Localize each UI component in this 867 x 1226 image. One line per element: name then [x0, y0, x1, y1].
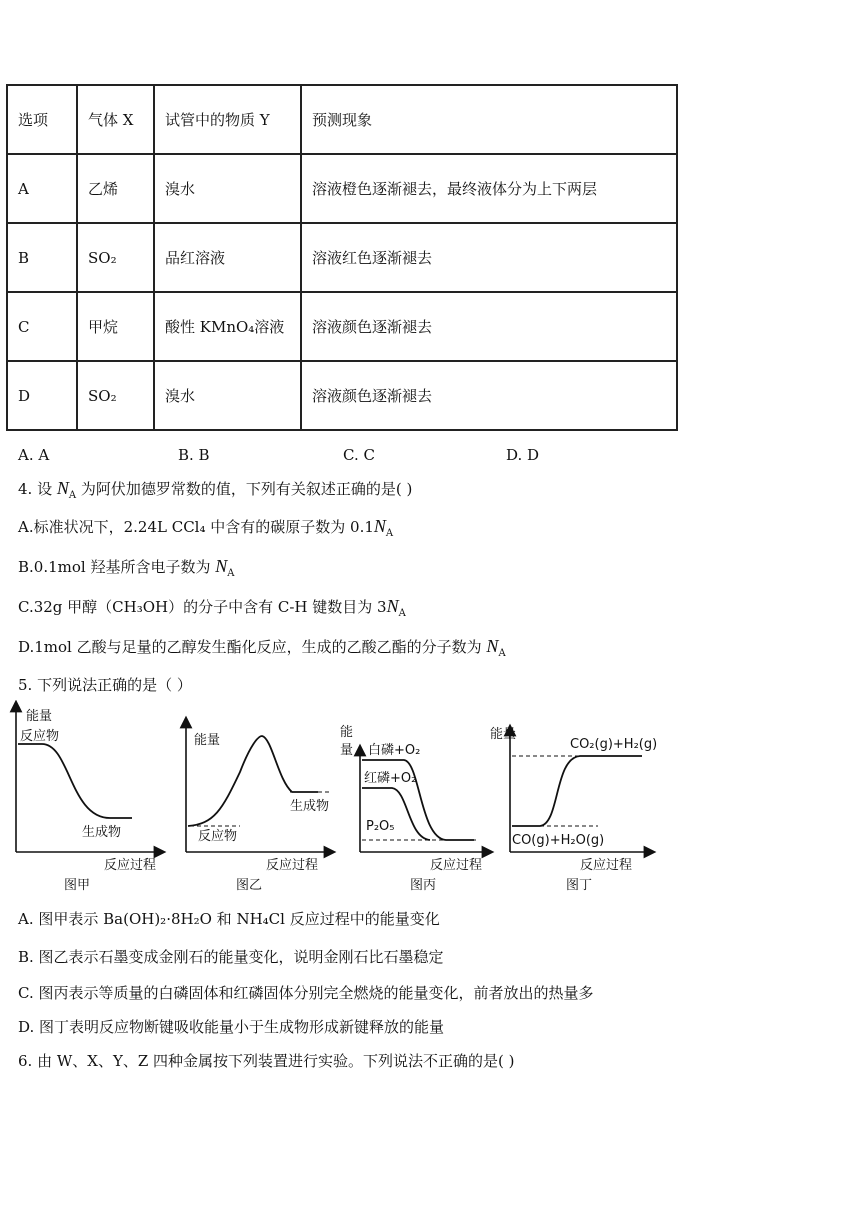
- energy-curve: [512, 756, 642, 826]
- figure-jia: [16, 706, 160, 893]
- q5-stem: 5. 下列说法正确的是（ ）: [18, 676, 192, 694]
- table-cell: 溶液橙色逐渐褪去，最终液体分为上下两层: [301, 154, 677, 223]
- q4-option-b: [18, 556, 235, 579]
- na-symbol: N: [215, 556, 228, 576]
- x-label: 反应过程: [580, 858, 633, 873]
- y-label: 能量: [490, 727, 517, 742]
- table-cell: 溴水: [154, 361, 301, 430]
- product-label: P₂O₅: [366, 819, 395, 834]
- product-label: 生成物: [82, 825, 122, 840]
- na-subscript: A: [385, 528, 394, 539]
- table-row: [7, 361, 677, 430]
- q4-option-a: [18, 516, 393, 539]
- table-header-cell: 预测现象: [301, 85, 677, 154]
- caption: 图乙: [236, 878, 263, 893]
- white-p-label: 白磷+O₂: [368, 743, 421, 758]
- table-cell: 酸性 KMnO₄溶液: [154, 292, 301, 361]
- x-label: 反应过程: [430, 858, 483, 873]
- y-label: 能量: [194, 733, 221, 748]
- x-label: 反应过程: [104, 858, 157, 873]
- table-row: [7, 154, 677, 223]
- x-label: 反应过程: [266, 858, 319, 873]
- q3-option-b: B. B: [178, 446, 210, 464]
- table-cell: 品红溶液: [154, 223, 301, 292]
- table-cell: D: [7, 361, 77, 430]
- product-label: 生成物: [290, 799, 330, 814]
- y-label-1: 能: [340, 725, 354, 740]
- table-cell: C: [7, 292, 77, 361]
- top-label: CO₂(g)+H₂(g): [570, 737, 658, 752]
- caption: 图甲: [64, 878, 91, 893]
- q5-option-c: C. 图丙表示等质量的白磷固体和红磷固体分别完全燃烧的能量变化，前者放出的热量多: [18, 984, 594, 1002]
- table-cell: 甲烷: [77, 292, 154, 361]
- na-symbol: N: [373, 516, 386, 536]
- figure-ding: [490, 726, 657, 893]
- q4-option-b-text: B.0.1mol 羟基所含电子数为: [18, 558, 211, 576]
- q5-option-b: B. 图乙表示石墨变成金刚石的能量变化，说明金刚石比石墨稳定: [18, 948, 444, 966]
- q6-stem: 6. 由 W、X、Y、Z 四种金属按下列装置进行实验。下列说法不正确的是( ): [18, 1052, 515, 1070]
- na-subscript: A: [68, 490, 77, 501]
- q4-option-a-text: A.标准状况下，2.24L CCl₄ 中含有的碳原子数为 0.1: [18, 518, 374, 536]
- q3-option-a: A. A: [18, 446, 50, 464]
- table-cell: 溴水: [154, 154, 301, 223]
- table-cell: 乙烯: [77, 154, 154, 223]
- caption: 图丁: [566, 878, 593, 893]
- q5-option-d: D. 图丁表明反应物断键吸收能量小于生成物形成新键释放的能量: [18, 1018, 445, 1036]
- figure-yi: [186, 722, 332, 893]
- table-header-cell: 气体 X: [77, 85, 154, 154]
- table-cell: 溶液颜色逐渐褪去: [301, 361, 677, 430]
- reactant-label: 反应物: [198, 829, 238, 844]
- energy-curve: [18, 744, 132, 818]
- q4-stem: [18, 478, 412, 501]
- y-label-2: 量: [340, 743, 354, 758]
- reactant-label: 反应物: [20, 729, 60, 744]
- table-header-cell: 选项: [7, 85, 77, 154]
- na-symbol: N: [386, 596, 399, 616]
- y-label: 能量: [26, 709, 53, 724]
- table-header-cell: 试管中的物质 Y: [154, 85, 301, 154]
- q3-option-c: C. C: [343, 446, 375, 464]
- table-cell: 溶液红色逐渐褪去: [301, 223, 677, 292]
- na-subscript: A: [498, 648, 506, 659]
- na-symbol: N: [56, 478, 69, 498]
- red-p-label: 红磷+O₂: [364, 771, 417, 786]
- figure-bing: [340, 724, 488, 893]
- q4-option-c-text: C.32g 甲醇（CH₃OH）的分子中含有 C-H 键数目为 3: [18, 598, 387, 616]
- bottom-label: CO(g)+H₂O(g): [512, 833, 605, 848]
- table-header-row: [7, 85, 677, 154]
- table-cell: SO₂: [77, 223, 154, 292]
- q4-option-d: [18, 636, 506, 659]
- q3-option-d: D. D: [506, 446, 540, 464]
- na-subscript: A: [398, 608, 406, 619]
- q4-option-d-text: D.1mol 乙酸与足量的乙醇发生酯化反应，生成的乙酸乙酯的分子数为: [18, 638, 482, 656]
- q4-stem-pre: 4. 设: [18, 480, 53, 498]
- table-cell: B: [7, 223, 77, 292]
- table-row: [7, 223, 677, 292]
- na-subscript: A: [227, 568, 235, 579]
- q4-option-c: [18, 596, 406, 619]
- table-row: [7, 292, 677, 361]
- caption: 图丙: [410, 878, 437, 893]
- energy-diagrams: [0, 700, 867, 900]
- options-table: [6, 84, 678, 431]
- na-symbol: N: [486, 636, 499, 656]
- table-cell: 溶液颜色逐渐褪去: [301, 292, 677, 361]
- table-cell: SO₂: [77, 361, 154, 430]
- table-cell: A: [7, 154, 77, 223]
- q5-option-a: A. 图甲表示 Ba(OH)₂·8H₂O 和 NH₄Cl 反应过程中的能量变化: [18, 910, 440, 928]
- q4-stem-post: 为阿伏加德罗常数的值，下列有关叙述正确的是( ): [80, 480, 413, 498]
